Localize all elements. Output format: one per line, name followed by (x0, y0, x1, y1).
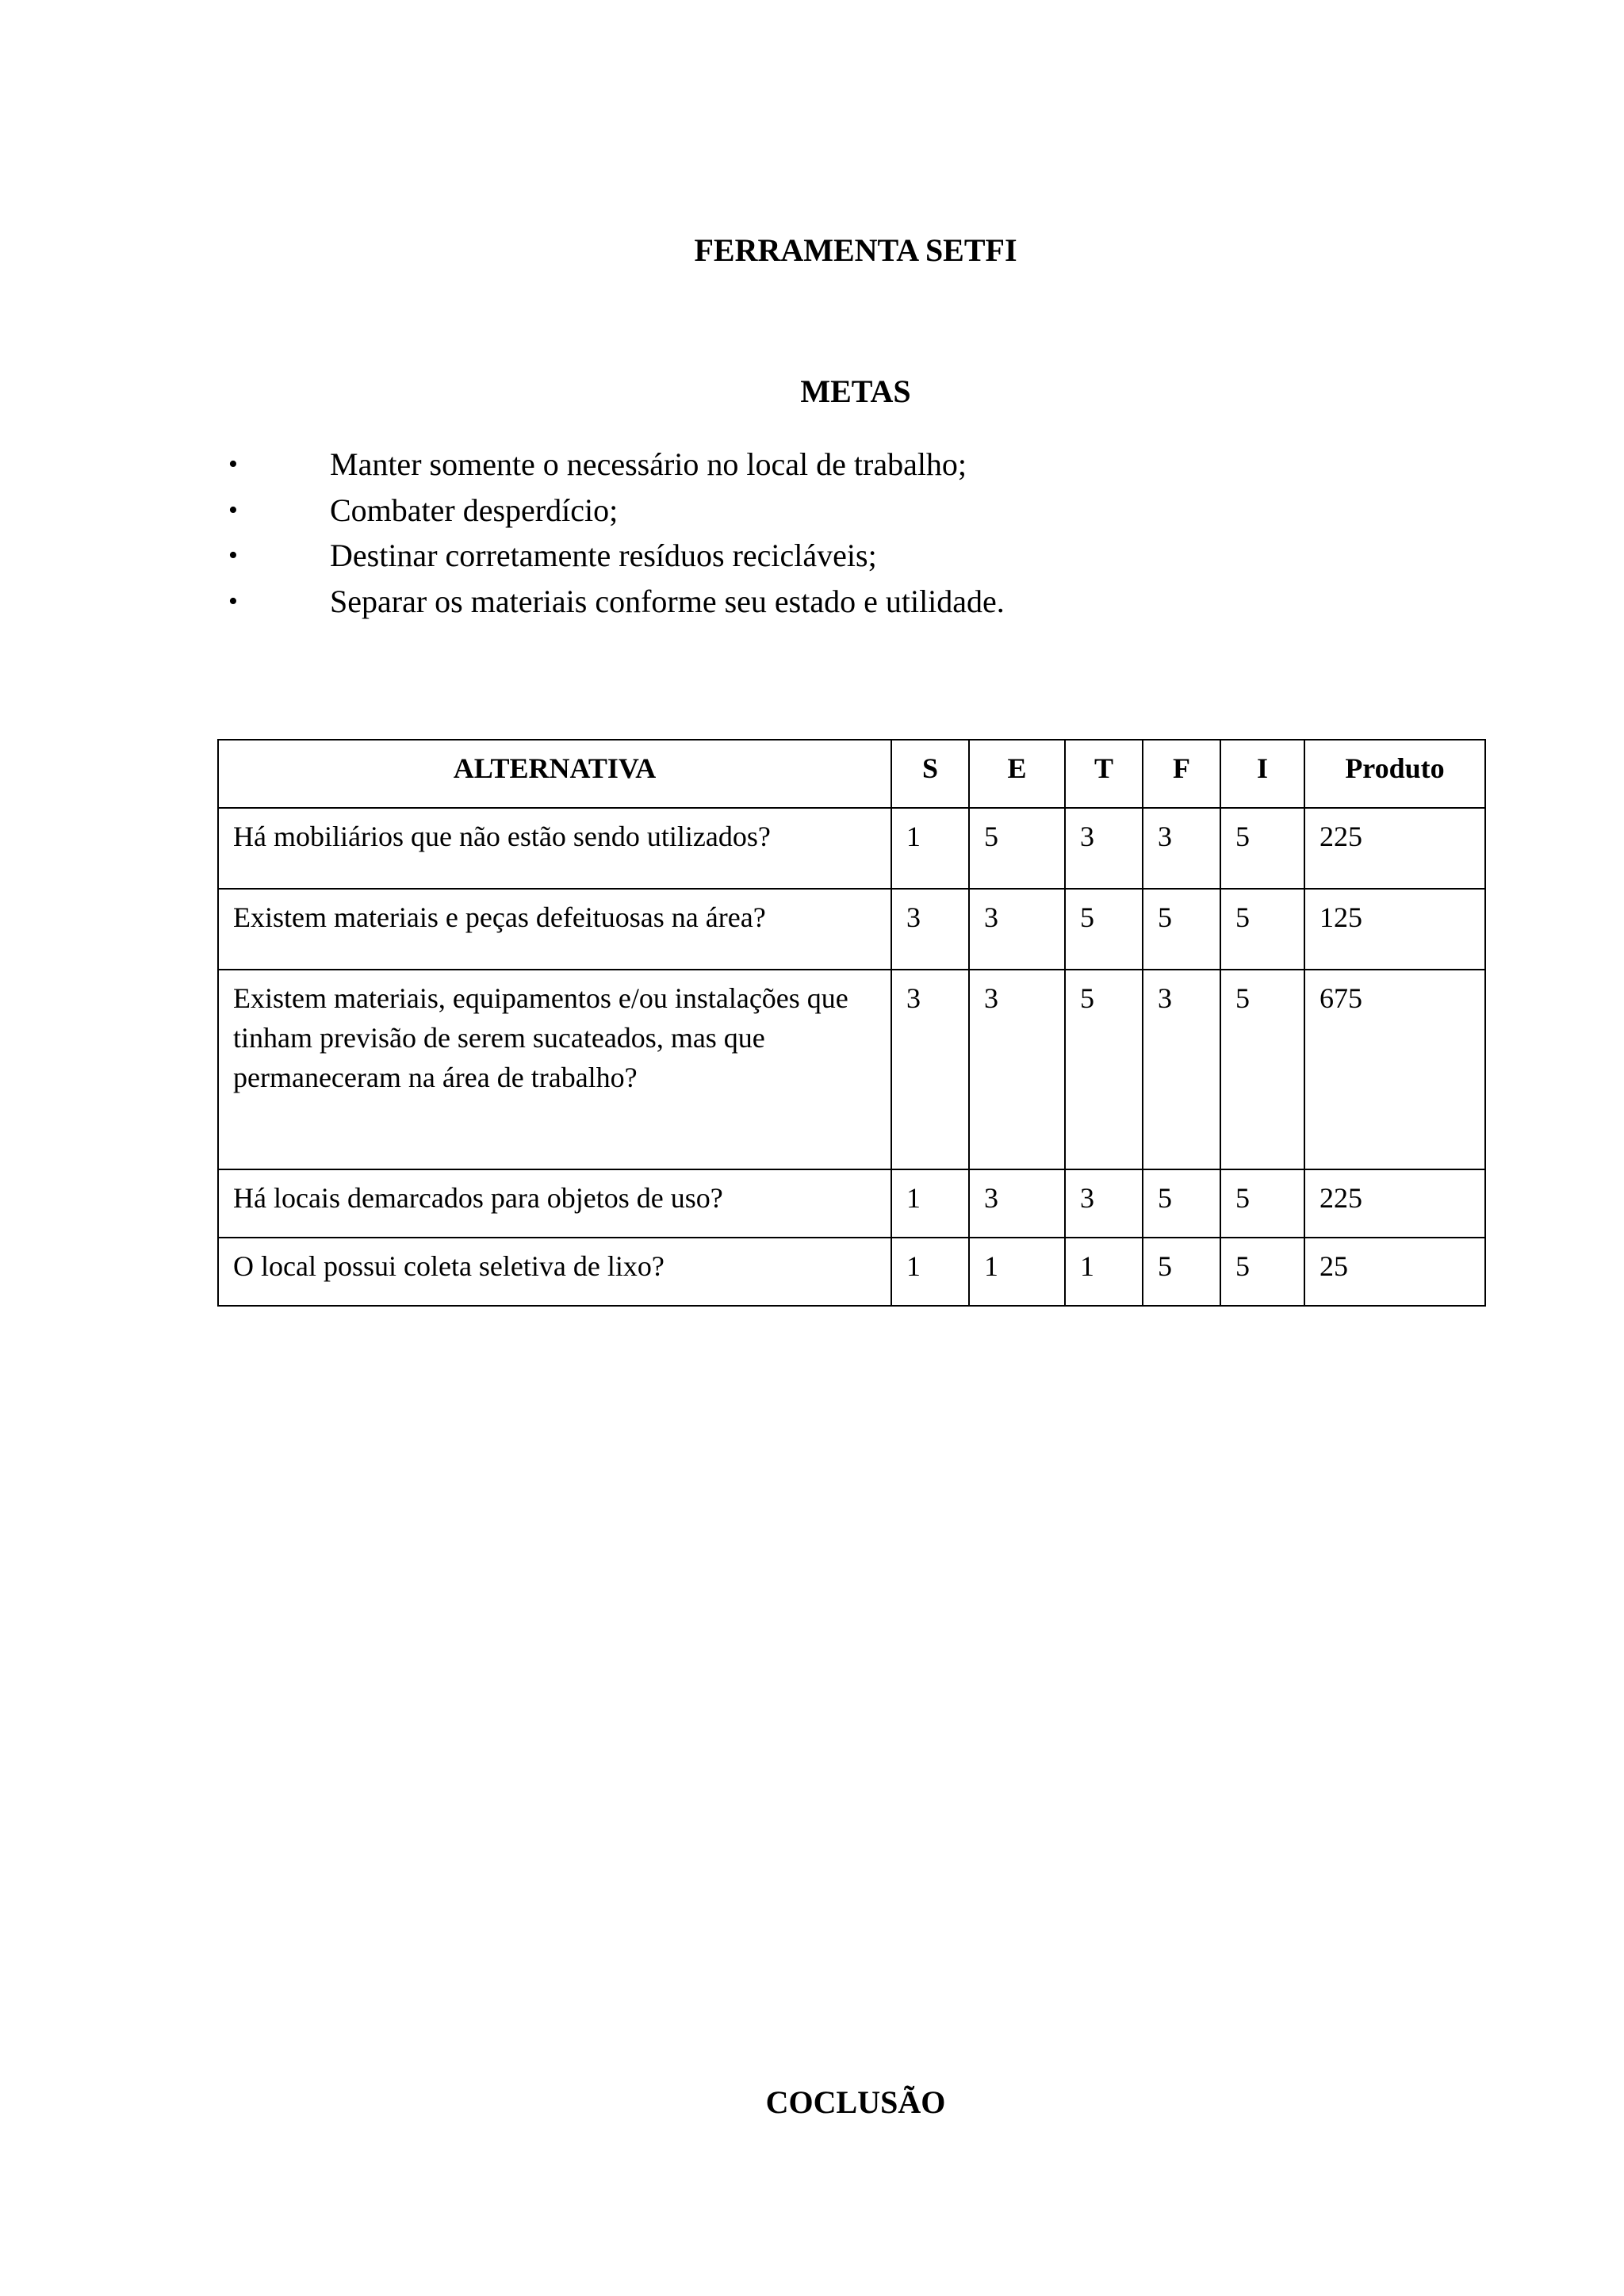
cell-t: 5 (1065, 970, 1143, 1169)
header-produto: Produto (1304, 740, 1485, 808)
header-f: F (1143, 740, 1220, 808)
cell-f: 5 (1143, 1169, 1220, 1238)
cell-f: 5 (1143, 889, 1220, 970)
cell-produto: 225 (1304, 1169, 1485, 1238)
cell-alternativa: Há mobiliários que não estão sendo utilizados? (218, 808, 891, 889)
document-title: FERRAMENTA SETFI (694, 232, 1017, 268)
goal-text: Combater desperdício; (330, 492, 619, 528)
cell-e: 5 (969, 808, 1065, 889)
cell-s: 3 (891, 889, 969, 970)
cell-alternativa: O local possui coleta seletiva de lixo? (218, 1238, 891, 1306)
goal-text: Destinar corretamente resíduos recicláveis; (330, 538, 877, 573)
header-e: E (969, 740, 1065, 808)
goal-text: Manter somente o necessário no local de trabalho; (330, 446, 967, 482)
header-i: I (1220, 740, 1304, 808)
bullet-icon: • (228, 541, 238, 570)
cell-produto: 675 (1304, 970, 1485, 1169)
bullet-icon: • (228, 450, 238, 479)
cell-e: 3 (969, 889, 1065, 970)
table-row (218, 808, 1485, 889)
cell-s: 1 (891, 1238, 969, 1306)
header-s: S (891, 740, 969, 808)
table-row (218, 1238, 1485, 1306)
cell-e: 1 (969, 1238, 1065, 1306)
setfi-table (217, 739, 1486, 1307)
conclusion-heading: COCLUSÃO (765, 2084, 946, 2120)
table-row (218, 889, 1485, 970)
cell-e: 3 (969, 970, 1065, 1169)
cell-f: 5 (1143, 1238, 1220, 1306)
table-header-row (218, 740, 1485, 808)
cell-i: 5 (1220, 808, 1304, 889)
header-t: T (1065, 740, 1143, 808)
cell-t: 5 (1065, 889, 1143, 970)
cell-f: 3 (1143, 808, 1220, 889)
cell-i: 5 (1220, 1238, 1304, 1306)
cell-produto: 25 (1304, 1238, 1485, 1306)
header-alternativa: ALTERNATIVA (218, 740, 891, 808)
cell-t: 1 (1065, 1238, 1143, 1306)
table-row (218, 970, 1485, 1169)
cell-alternativa: Existem materiais, equipamentos e/ou instalações que tinham previsão de serem sucateados, mas que permaneceram na área de trabalho? (218, 970, 891, 1169)
cell-alternativa: Há locais demarcados para objetos de uso? (218, 1169, 891, 1238)
cell-f: 3 (1143, 970, 1220, 1169)
cell-s: 1 (891, 808, 969, 889)
table-row (218, 1169, 1485, 1238)
cell-s: 1 (891, 1169, 969, 1238)
cell-alternativa: Existem materiais e peças defeituosas na área? (218, 889, 891, 970)
cell-t: 3 (1065, 808, 1143, 889)
metas-heading: METAS (800, 373, 911, 409)
bullet-icon: • (228, 495, 238, 525)
cell-s: 3 (891, 970, 969, 1169)
cell-e: 3 (969, 1169, 1065, 1238)
cell-produto: 125 (1304, 889, 1485, 970)
cell-i: 5 (1220, 1169, 1304, 1238)
goal-text: Separar os materiais conforme seu estado e utilidade. (330, 583, 1005, 619)
cell-t: 3 (1065, 1169, 1143, 1238)
cell-i: 5 (1220, 889, 1304, 970)
cell-i: 5 (1220, 970, 1304, 1169)
bullet-icon: • (228, 586, 238, 616)
cell-produto: 225 (1304, 808, 1485, 889)
